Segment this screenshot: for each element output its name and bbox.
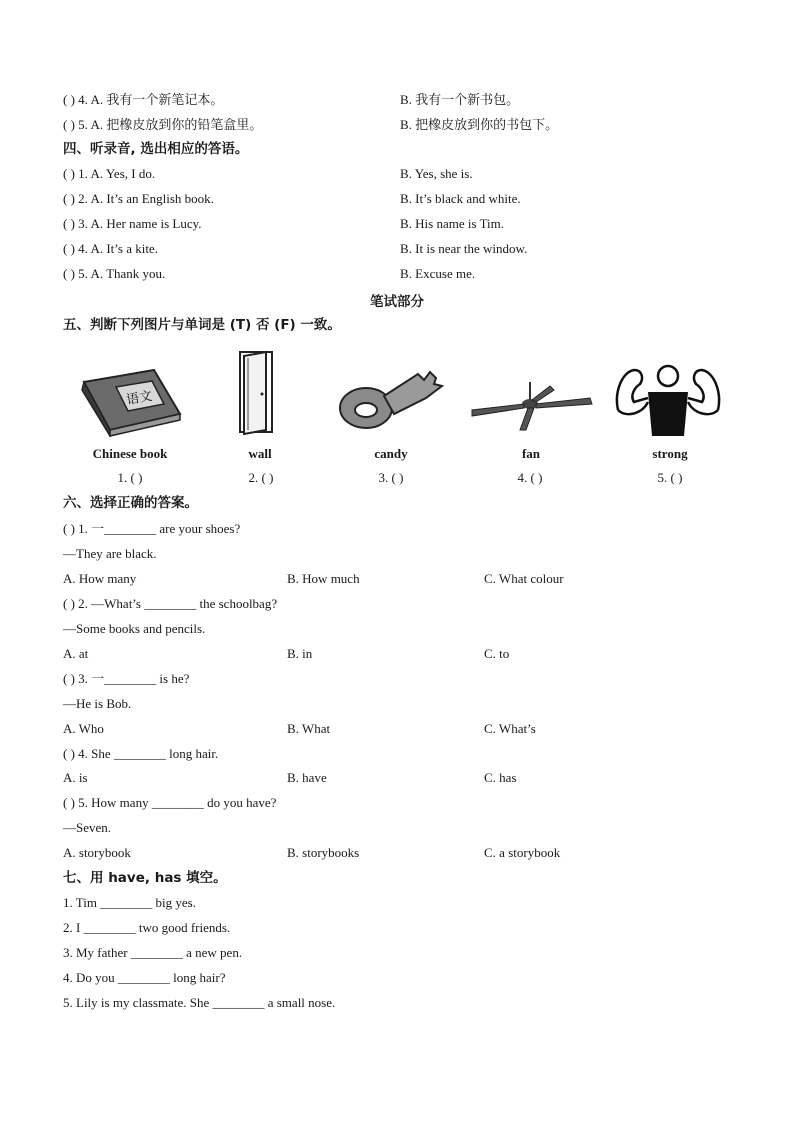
listening-item-5: [63, 116, 262, 134]
book-cover-text: 语文: [125, 388, 154, 409]
key-icon: [338, 362, 446, 432]
answer-blank-4[interactable]: 4. ( ): [517, 470, 543, 485]
answer-blank-1[interactable]: 1. ( ): [117, 470, 143, 485]
s6-q2: ( ) 2. —What’s ________ the schoolbag?: [63, 596, 278, 611]
door-icon: [238, 350, 278, 435]
s6-q4: ( ) 4. She ________ long hair.: [63, 746, 219, 761]
picture-label-1: Chinese book: [92, 446, 168, 461]
option-b: B. 把橡皮放到你的书包下。: [400, 117, 559, 132]
chinese-book-icon: [76, 362, 186, 437]
s4-item-5-a: ( ) 5. A. Thank you.: [63, 266, 166, 281]
s4-item-4-b: B. It is near the window.: [400, 241, 528, 256]
picture-label-3: candy: [374, 446, 408, 461]
answer-blank-3[interactable]: 3. ( ): [378, 470, 404, 485]
written-part-heading: 笔试部分: [370, 294, 424, 310]
option-a: ( ) 4. A. 我有一个新笔记本。: [63, 92, 224, 107]
s4-item-5-b: B. Excuse me.: [400, 266, 476, 281]
strong-man-icon: [612, 362, 724, 438]
s6-q4-option-a: A. is: [63, 770, 88, 785]
s6-q1-option-c: C. What colour: [484, 571, 564, 586]
s4-item-4-a: ( ) 4. A. It’s a kite.: [63, 241, 158, 256]
s4-item-2-a: ( ) 2. A. It’s an English book.: [63, 191, 214, 206]
answer-blank-2[interactable]: 2. ( ): [248, 470, 274, 485]
s6-q1-reply: —They are black.: [63, 546, 157, 561]
s4-item-3-a: ( ) 3. A. Her name is Lucy.: [63, 216, 202, 231]
picture-label-4: fan: [521, 446, 541, 461]
s7-item-2: 2. I ________ two good friends.: [63, 920, 231, 935]
s6-q2-option-a: A. at: [63, 646, 89, 661]
s6-q1-option-b: B. How much: [287, 571, 360, 586]
s6-q3-option-a: A. Who: [63, 721, 104, 736]
s6-q5: ( ) 5. How many ________ do you have?: [63, 795, 277, 810]
answer-blank-5[interactable]: 5. ( ): [657, 470, 683, 485]
option-a: ( ) 5. A. 把橡皮放到你的铅笔盒里。: [63, 117, 263, 132]
s4-item-1-b: B. Yes, she is.: [400, 166, 473, 181]
listening-item-4: [63, 91, 223, 109]
ceiling-fan-icon: [468, 380, 596, 432]
s6-q2-option-c: C. to: [484, 646, 510, 661]
s7-item-5: 5. Lily is my classmate. She ________ a small nose.: [63, 995, 336, 1010]
section-5-title: 五、判断下列图片与单词是 (T) 否 (F) 一致。: [63, 317, 341, 333]
section-4-title: 四、听录音, 选出相应的答语。: [63, 141, 249, 157]
s6-q5-option-b: B. storybooks: [287, 845, 360, 860]
s4-item-3-b: B. His name is Tim.: [400, 216, 505, 231]
s7-item-1: 1. Tim ________ big yes.: [63, 895, 196, 910]
s4-item-2-b: B. It’s black and white.: [400, 191, 521, 206]
section-7-title: 七、用 have, has 填空。: [63, 870, 227, 886]
option-b: B. 我有一个新书包。: [400, 92, 520, 107]
picture-label-2: wall: [248, 446, 272, 461]
s6-q1-option-a: A. How many: [63, 571, 137, 586]
s6-q3-reply: —He is Bob.: [63, 696, 132, 711]
s4-item-1-a: ( ) 1. A. Yes, I do.: [63, 166, 156, 181]
s6-q4-option-b: B. have: [287, 770, 327, 785]
s6-q3-option-c: C. What’s: [484, 721, 536, 736]
s6-q5-option-c: C. a storybook: [484, 845, 561, 860]
s6-q5-option-a: A. storybook: [63, 845, 131, 860]
s7-item-3: 3. My father ________ a new pen.: [63, 945, 243, 960]
s6-q3-option-b: B. What: [287, 721, 331, 736]
s6-q2-option-b: B. in: [287, 646, 313, 661]
s6-q5-reply: —Seven.: [63, 820, 112, 835]
s7-item-4: 4. Do you ________ long hair?: [63, 970, 226, 985]
s6-q1: ( ) 1. 一________ are your shoes?: [63, 521, 241, 536]
s6-q4-option-c: C. has: [484, 770, 517, 785]
s6-q3: ( ) 3. 一________ is he?: [63, 671, 190, 686]
s6-q2-reply: —Some books and pencils.: [63, 621, 206, 636]
picture-label-5: strong: [652, 446, 688, 461]
section-6-title: 六、选择正确的答案。: [63, 495, 198, 511]
